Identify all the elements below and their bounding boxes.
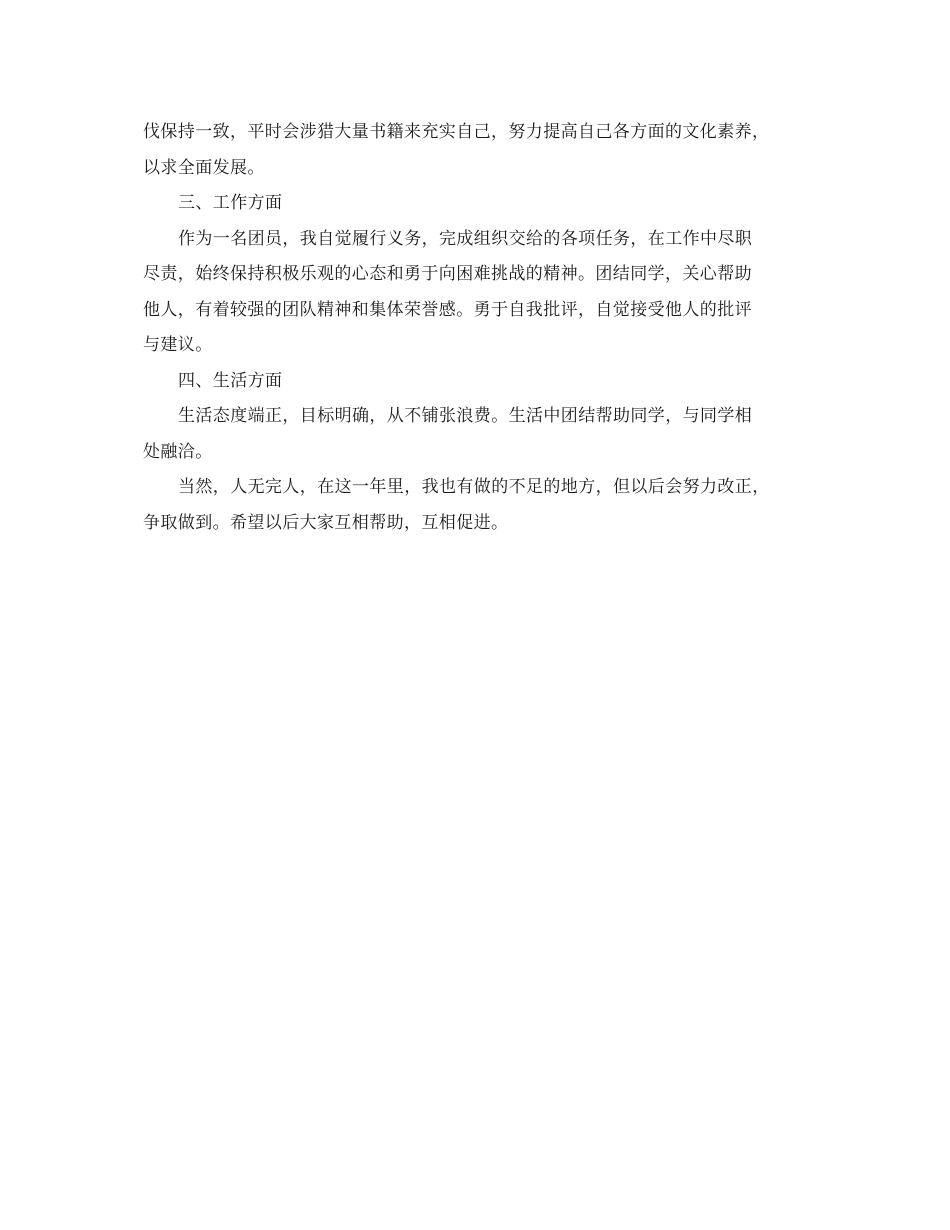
paragraph-line: 当然，人无完人，在这一年里，我也有做的不足的地方，但以后会努力改正， bbox=[178, 477, 770, 497]
paragraph-line: 以求全面发展。 bbox=[143, 157, 265, 178]
section-heading-work: 三、工作方面 bbox=[178, 193, 283, 213]
paragraph-line: 处融洽。 bbox=[143, 441, 213, 462]
paragraph-line: 他人，有着较强的团队精神和集体荣誉感。勇于自我批评，自觉接受他人的批评 bbox=[143, 299, 752, 320]
paragraph-line: 生活态度端正，目标明确，从不铺张浪费。生活中团结帮助同学，与同学相 bbox=[178, 406, 753, 426]
paragraph-line: 争取做到。希望以后大家互相帮助，互相促进。 bbox=[143, 512, 509, 533]
paragraph-line: 作为一名团员，我自觉履行义务，完成组织交给的各项任务，在工作中尽职 bbox=[178, 228, 753, 249]
document-body bbox=[143, 115, 808, 541]
paragraph-line: 与建议。 bbox=[143, 335, 213, 355]
paragraph-line: 伐保持一致，平时会涉猎大量书籍来充实自己，努力提高自己各方面的文化素养， bbox=[143, 122, 770, 142]
section-heading-life: 四、生活方面 bbox=[178, 370, 283, 391]
paragraph-line: 尽责，始终保持积极乐观的心态和勇于向困难挑战的精神。团结同学，关心帮助 bbox=[143, 264, 752, 284]
